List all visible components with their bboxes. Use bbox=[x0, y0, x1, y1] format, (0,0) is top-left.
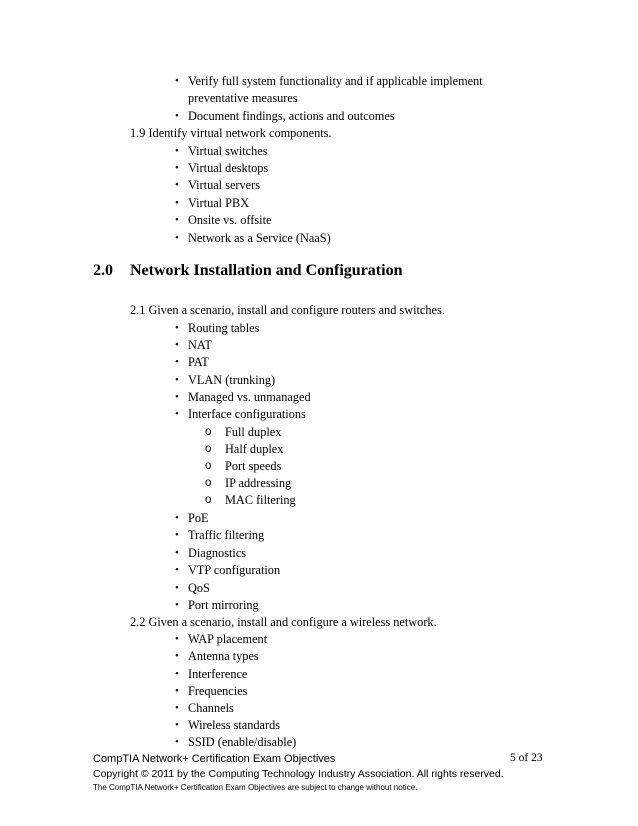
list-item: Document findings, actions and outcomes bbox=[188, 109, 395, 123]
list-item: Routing tables bbox=[188, 321, 260, 335]
bullet-icon: • bbox=[175, 633, 179, 645]
list-item: VTP configuration bbox=[188, 563, 281, 577]
list-item: Antenna types bbox=[188, 649, 259, 663]
bullet-icon: • bbox=[175, 214, 179, 226]
list-item: Port mirroring bbox=[188, 598, 259, 612]
bullet-icon: • bbox=[175, 702, 179, 714]
sub-list-item: IP addressing bbox=[225, 476, 292, 490]
bullet-icon: • bbox=[175, 197, 179, 209]
list-item: PAT bbox=[188, 355, 209, 369]
bullet-icon: • bbox=[175, 685, 179, 697]
sub-list-item: MAC filtering bbox=[225, 493, 296, 507]
bullet-icon: • bbox=[175, 179, 179, 191]
footer-title: CompTIA Network+ Certification Exam Objectives bbox=[93, 753, 336, 765]
section-number: 2.0 bbox=[93, 262, 113, 279]
sub-bullet-icon: o bbox=[205, 477, 212, 489]
bullet-icon: • bbox=[175, 408, 179, 420]
bullet-icon: • bbox=[175, 145, 179, 157]
sub-list-item: Port speeds bbox=[225, 459, 282, 473]
list-item: Diagnostics bbox=[188, 546, 247, 560]
list-item: Managed vs. unmanaged bbox=[188, 390, 311, 404]
sub-bullet-icon: o bbox=[205, 426, 212, 438]
sub-list-item: Half duplex bbox=[225, 442, 284, 456]
bullet-icon: • bbox=[175, 75, 179, 87]
bullet-icon: • bbox=[175, 356, 179, 368]
page-number: 5 of 23 bbox=[510, 752, 543, 764]
list-item: Verify full system functionality and if applicable implement bbox=[188, 74, 483, 88]
list-item: Virtual PBX bbox=[188, 196, 250, 210]
bullet-icon: • bbox=[175, 736, 179, 748]
list-item: WAP placement bbox=[188, 632, 268, 646]
section-title: Network Installation and Configuration bbox=[130, 262, 403, 279]
list-item: Virtual switches bbox=[188, 144, 268, 158]
list-item: Virtual desktops bbox=[188, 161, 269, 175]
list-item: Channels bbox=[188, 701, 234, 715]
objective-heading-2-2: 2.2 Given a scenario, install and configure a wireless network. bbox=[130, 615, 437, 629]
sub-bullet-icon: o bbox=[205, 460, 212, 472]
bullet-icon: • bbox=[175, 162, 179, 174]
list-item: VLAN (trunking) bbox=[188, 373, 276, 387]
list-item: PoE bbox=[188, 511, 209, 525]
list-item: Network as a Service (NaaS) bbox=[188, 231, 331, 245]
objective-heading-2-1: 2.1 Given a scenario, install and configure routers and switches. bbox=[130, 303, 445, 317]
footer-copyright: Copyright © 2011 by the Computing Technology Industry Association. All rights reserved. bbox=[93, 768, 504, 780]
bullet-icon: • bbox=[175, 374, 179, 386]
bullet-icon: • bbox=[175, 512, 179, 524]
list-item: Wireless standards bbox=[188, 718, 281, 732]
list-item: Traffic filtering bbox=[188, 528, 265, 542]
bullet-icon: • bbox=[175, 339, 179, 351]
bullet-icon: • bbox=[175, 582, 179, 594]
list-item: SSID (enable/disable) bbox=[188, 735, 297, 749]
list-item: Interference bbox=[188, 667, 248, 681]
list-item-continuation: preventative measures bbox=[188, 91, 298, 105]
objective-heading-1-9: 1.9 Identify virtual network components. bbox=[130, 126, 332, 140]
list-item: QoS bbox=[188, 581, 210, 595]
sub-list-item: Full duplex bbox=[225, 425, 282, 439]
bullet-icon: • bbox=[175, 322, 179, 334]
bullet-icon: • bbox=[175, 391, 179, 403]
bullet-icon: • bbox=[175, 529, 179, 541]
bullet-icon: • bbox=[175, 599, 179, 611]
footer-notice: The CompTIA Network+ Certification Exam Objectives are subject to change without notice. bbox=[93, 783, 418, 792]
sub-bullet-icon: o bbox=[205, 494, 212, 506]
list-item: Interface configurations bbox=[188, 407, 306, 421]
bullet-icon: • bbox=[175, 547, 179, 559]
list-item: NAT bbox=[188, 338, 212, 352]
sub-bullet-icon: o bbox=[205, 443, 212, 455]
list-item: Virtual servers bbox=[188, 178, 260, 192]
list-item: Onsite vs. offsite bbox=[188, 213, 272, 227]
bullet-icon: • bbox=[175, 110, 179, 122]
bullet-icon: • bbox=[175, 668, 179, 680]
list-item: Frequencies bbox=[188, 684, 248, 698]
bullet-icon: • bbox=[175, 650, 179, 662]
bullet-icon: • bbox=[175, 564, 179, 576]
bullet-icon: • bbox=[175, 232, 179, 244]
bullet-icon: • bbox=[175, 719, 179, 731]
